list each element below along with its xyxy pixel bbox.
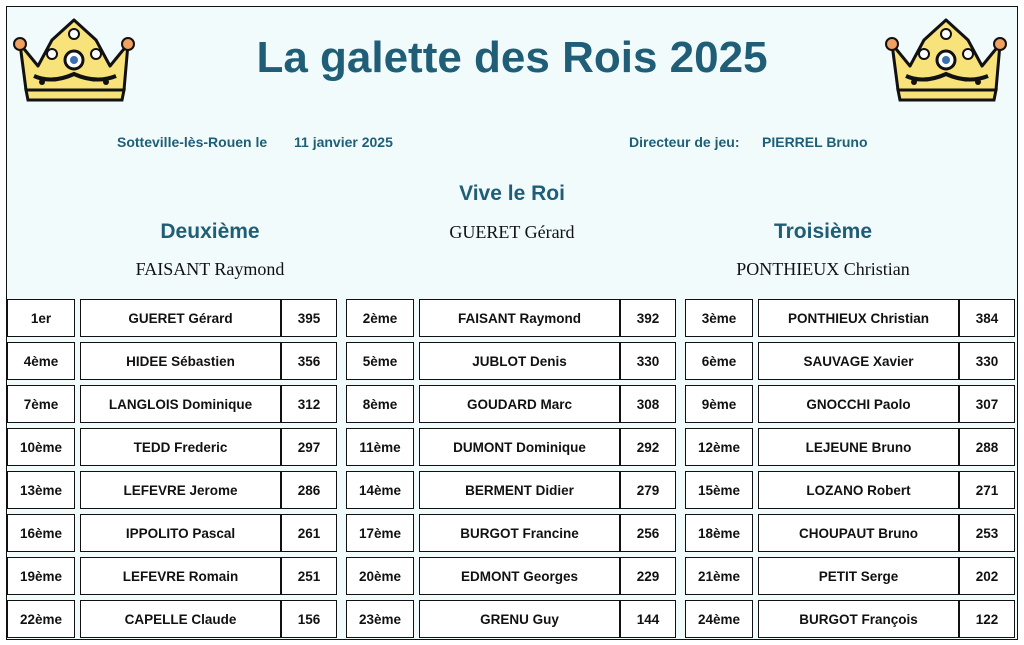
score-cell: 312 bbox=[281, 385, 337, 423]
rank-cell: 19ème bbox=[7, 557, 75, 595]
rank-cell: 2ème bbox=[346, 299, 414, 337]
rank-cell: 11ème bbox=[346, 428, 414, 466]
player-name-cell: GNOCCHI Paolo bbox=[758, 385, 959, 423]
player-name-cell: SAUVAGE Xavier bbox=[758, 342, 959, 380]
rank-cell: 3ème bbox=[685, 299, 753, 337]
player-name-cell: BERMENT Didier bbox=[419, 471, 620, 509]
player-name-cell: LOZANO Robert bbox=[758, 471, 959, 509]
score-cell: 356 bbox=[281, 342, 337, 380]
rank-cell: 18ème bbox=[685, 514, 753, 552]
player-name-cell: TEDD Frederic bbox=[80, 428, 281, 466]
player-name-cell: BURGOT François bbox=[758, 600, 959, 638]
rank-cell: 21ème bbox=[685, 557, 753, 595]
score-cell: 256 bbox=[620, 514, 676, 552]
second-name: FAISANT Raymond bbox=[135, 259, 285, 279]
player-name-cell: BURGOT Francine bbox=[419, 514, 620, 552]
rank-cell: 10ème bbox=[7, 428, 75, 466]
score-cell: 271 bbox=[959, 471, 1015, 509]
rank-cell: 22ème bbox=[7, 600, 75, 638]
score-cell: 229 bbox=[620, 557, 676, 595]
player-name-cell: PONTHIEUX Christian bbox=[758, 299, 959, 337]
score-cell: 279 bbox=[620, 471, 676, 509]
director-name: PIERREL Bruno bbox=[762, 134, 868, 150]
rank-cell: 15ème bbox=[685, 471, 753, 509]
score-cell: 392 bbox=[620, 299, 676, 337]
score-cell: 330 bbox=[620, 342, 676, 380]
player-name-cell: GRENU Guy bbox=[419, 600, 620, 638]
rank-cell: 13ème bbox=[7, 471, 75, 509]
rank-cell: 16ème bbox=[7, 514, 75, 552]
score-cell: 395 bbox=[281, 299, 337, 337]
rank-cell: 4ème bbox=[7, 342, 75, 380]
rank-cell: 14ème bbox=[346, 471, 414, 509]
score-cell: 144 bbox=[620, 600, 676, 638]
king-name: GUERET Gérard bbox=[449, 222, 575, 242]
score-cell: 292 bbox=[620, 428, 676, 466]
rank-cell: 9ème bbox=[685, 385, 753, 423]
third-name: PONTHIEUX Christian bbox=[736, 259, 910, 279]
rank-cell: 20ème bbox=[346, 557, 414, 595]
third-heading: Troisième bbox=[773, 220, 873, 243]
score-cell: 261 bbox=[281, 514, 337, 552]
rank-cell: 8ème bbox=[346, 385, 414, 423]
player-name-cell: PETIT Serge bbox=[758, 557, 959, 595]
score-cell: 253 bbox=[959, 514, 1015, 552]
location-label: Sotteville-lès-Rouen le bbox=[117, 134, 268, 150]
score-cell: 297 bbox=[281, 428, 337, 466]
player-name-cell: FAISANT Raymond bbox=[419, 299, 620, 337]
event-date: 11 janvier 2025 bbox=[294, 134, 393, 150]
page-title: La galette des Rois 2025 bbox=[256, 33, 768, 82]
rank-cell: 24ème bbox=[685, 600, 753, 638]
score-cell: 308 bbox=[620, 385, 676, 423]
score-cell: 330 bbox=[959, 342, 1015, 380]
director-label: Directeur de jeu: bbox=[629, 134, 740, 150]
player-name-cell: CAPELLE Claude bbox=[80, 600, 281, 638]
score-cell: 122 bbox=[959, 600, 1015, 638]
score-cell: 288 bbox=[959, 428, 1015, 466]
rank-cell: 1er bbox=[7, 299, 75, 337]
rank-cell: 12ème bbox=[685, 428, 753, 466]
rank-cell: 17ème bbox=[346, 514, 414, 552]
player-name-cell: LEFEVRE Jerome bbox=[80, 471, 281, 509]
player-name-cell: DUMONT Dominique bbox=[419, 428, 620, 466]
score-cell: 307 bbox=[959, 385, 1015, 423]
score-cell: 286 bbox=[281, 471, 337, 509]
score-cell: 251 bbox=[281, 557, 337, 595]
score-cell: 156 bbox=[281, 600, 337, 638]
king-heading: Vive le Roi bbox=[459, 182, 565, 205]
score-cell: 384 bbox=[959, 299, 1015, 337]
score-cell: 202 bbox=[959, 557, 1015, 595]
player-name-cell: HIDEE Sébastien bbox=[80, 342, 281, 380]
player-name-cell: EDMONT Georges bbox=[419, 557, 620, 595]
player-name-cell: CHOUPAUT Bruno bbox=[758, 514, 959, 552]
rank-cell: 7ème bbox=[7, 385, 75, 423]
second-heading: Deuxième bbox=[160, 220, 260, 243]
player-name-cell: GUERET Gérard bbox=[80, 299, 281, 337]
rank-cell: 5ème bbox=[346, 342, 414, 380]
rank-cell: 23ème bbox=[346, 600, 414, 638]
player-name-cell: LEJEUNE Bruno bbox=[758, 428, 959, 466]
player-name-cell: IPPOLITO Pascal bbox=[80, 514, 281, 552]
player-name-cell: LANGLOIS Dominique bbox=[80, 385, 281, 423]
player-name-cell: LEFEVRE Romain bbox=[80, 557, 281, 595]
player-name-cell: JUBLOT Denis bbox=[419, 342, 620, 380]
rank-cell: 6ème bbox=[685, 342, 753, 380]
player-name-cell: GOUDARD Marc bbox=[419, 385, 620, 423]
